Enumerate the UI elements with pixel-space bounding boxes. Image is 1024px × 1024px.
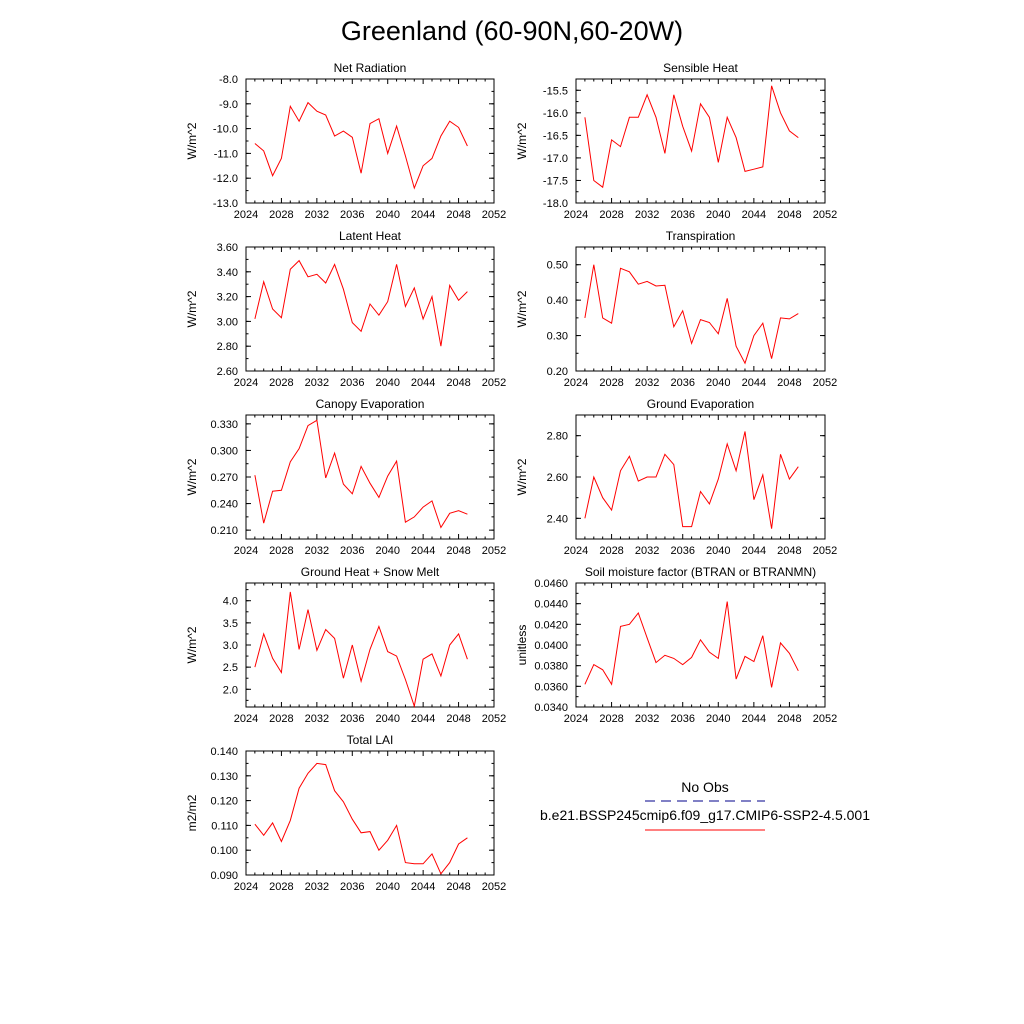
y-tick-label: 3.00 bbox=[216, 316, 238, 329]
x-tick-label: 2028 bbox=[599, 713, 624, 725]
x-tick-label: 2048 bbox=[446, 545, 471, 557]
x-tick-label: 2028 bbox=[269, 377, 294, 389]
y-tick-label: 0.0400 bbox=[534, 640, 568, 652]
x-tick-label: 2052 bbox=[481, 713, 507, 725]
x-tick-label: 2040 bbox=[706, 209, 731, 221]
y-tick-label: 0.0340 bbox=[534, 702, 568, 714]
y-tick-label: 0.130 bbox=[210, 770, 238, 783]
panel-title: Net Radiation bbox=[333, 61, 407, 75]
y-tick-label: 0.50 bbox=[546, 259, 568, 272]
y-tick-label: 0.0360 bbox=[534, 681, 568, 694]
plot-frame bbox=[576, 247, 825, 371]
y-axis-label: m2/m2 bbox=[185, 794, 199, 832]
x-tick-label: 2052 bbox=[812, 377, 838, 389]
series-line bbox=[255, 420, 468, 527]
x-tick-label: 2048 bbox=[777, 209, 802, 221]
y-tick-label: 3.60 bbox=[216, 242, 238, 254]
y-tick-label: 0.240 bbox=[210, 498, 238, 511]
x-tick-label: 2024 bbox=[233, 881, 259, 893]
y-tick-label: 0.210 bbox=[210, 525, 238, 538]
y-tick-label: 0.0380 bbox=[534, 660, 568, 673]
x-tick-label: 2036 bbox=[340, 209, 365, 221]
x-tick-label: 2028 bbox=[599, 209, 624, 221]
x-tick-label: 2024 bbox=[563, 545, 589, 557]
plot-frame bbox=[576, 415, 825, 539]
x-tick-label: 2024 bbox=[563, 713, 589, 725]
x-tick-label: 2052 bbox=[481, 545, 507, 557]
y-tick-label: -16.5 bbox=[542, 130, 568, 143]
y-tick-label: -16.0 bbox=[542, 107, 568, 120]
x-tick-label: 2044 bbox=[741, 713, 767, 725]
panel-8 bbox=[515, 565, 837, 725]
panel-3 bbox=[185, 229, 506, 389]
x-tick-label: 2044 bbox=[410, 209, 436, 221]
x-tick-label: 2032 bbox=[634, 377, 660, 389]
panel-5 bbox=[185, 397, 506, 557]
x-tick-label: 2048 bbox=[777, 545, 802, 557]
y-tick-label: 0.0460 bbox=[534, 578, 568, 590]
figure-title: Greenland (60-90N,60-20W) bbox=[340, 16, 684, 46]
x-tick-label: 2044 bbox=[741, 377, 767, 389]
series-line bbox=[255, 763, 468, 873]
y-tick-label: -9.0 bbox=[219, 98, 238, 111]
y-axis-label: W/m^2 bbox=[185, 122, 199, 160]
x-tick-label: 2044 bbox=[741, 209, 767, 221]
x-tick-label: 2048 bbox=[777, 377, 802, 389]
legend-obs-label: No Obs bbox=[681, 779, 729, 795]
x-tick-label: 2028 bbox=[599, 377, 624, 389]
x-tick-label: 2024 bbox=[563, 209, 589, 221]
x-tick-label: 2052 bbox=[481, 881, 507, 893]
y-tick-label: 0.300 bbox=[210, 445, 238, 458]
x-tick-label: 2052 bbox=[481, 209, 507, 221]
y-tick-label: -17.0 bbox=[542, 152, 568, 165]
y-tick-label: 2.0 bbox=[222, 684, 238, 697]
plot-frame bbox=[576, 583, 825, 707]
y-axis-label: W/m^2 bbox=[185, 626, 199, 664]
y-tick-label: 0.270 bbox=[210, 472, 238, 484]
plot-frame bbox=[246, 79, 494, 203]
x-tick-label: 2044 bbox=[741, 545, 767, 557]
y-tick-label: -17.5 bbox=[542, 175, 568, 188]
x-tick-label: 2032 bbox=[304, 209, 330, 221]
y-tick-label: 2.60 bbox=[216, 366, 238, 378]
series-line bbox=[585, 602, 798, 688]
panel-title: Total LAI bbox=[346, 733, 394, 747]
panel-title: Sensible Heat bbox=[663, 61, 738, 75]
legend bbox=[540, 779, 870, 830]
y-tick-label: 4.0 bbox=[222, 595, 238, 608]
y-tick-label: 0.110 bbox=[211, 820, 238, 833]
series-line bbox=[255, 261, 468, 347]
y-tick-label: 0.330 bbox=[210, 418, 238, 431]
panel-title: Ground Evaporation bbox=[646, 397, 755, 411]
y-tick-label: 3.20 bbox=[216, 291, 238, 304]
y-axis-label: W/m^2 bbox=[515, 458, 529, 496]
x-tick-label: 2036 bbox=[340, 713, 365, 725]
y-tick-label: 0.140 bbox=[210, 746, 238, 758]
y-tick-label: 2.5 bbox=[222, 662, 238, 675]
x-tick-label: 2036 bbox=[670, 713, 695, 725]
x-tick-label: 2040 bbox=[375, 377, 400, 389]
x-tick-label: 2032 bbox=[634, 545, 660, 557]
series-line bbox=[585, 432, 798, 529]
x-tick-label: 2024 bbox=[233, 209, 259, 221]
x-tick-label: 2036 bbox=[670, 209, 695, 221]
x-tick-label: 2052 bbox=[812, 713, 838, 725]
series-line bbox=[255, 103, 468, 189]
y-tick-label: -11.0 bbox=[213, 148, 238, 161]
y-axis-label: W/m^2 bbox=[185, 290, 199, 328]
x-tick-label: 2040 bbox=[375, 545, 400, 557]
x-tick-label: 2048 bbox=[446, 377, 471, 389]
panel-title: Transpiration bbox=[665, 229, 736, 243]
y-tick-label: 3.0 bbox=[222, 640, 238, 652]
x-tick-label: 2040 bbox=[706, 713, 731, 725]
panel-7 bbox=[185, 565, 506, 725]
y-tick-label: 0.30 bbox=[546, 330, 568, 343]
x-tick-label: 2044 bbox=[410, 881, 436, 893]
y-tick-label: 2.80 bbox=[216, 341, 238, 354]
x-tick-label: 2028 bbox=[269, 545, 294, 557]
y-axis-label: W/m^2 bbox=[185, 458, 199, 496]
x-tick-label: 2044 bbox=[410, 545, 436, 557]
panel-2 bbox=[515, 61, 837, 221]
x-tick-label: 2048 bbox=[777, 713, 802, 725]
x-tick-label: 2028 bbox=[599, 545, 624, 557]
series-line bbox=[585, 265, 798, 364]
y-tick-label: 0.100 bbox=[210, 845, 238, 858]
panel-6 bbox=[515, 397, 837, 557]
series-line bbox=[255, 592, 468, 706]
y-tick-label: -15.5 bbox=[542, 85, 568, 98]
x-tick-label: 2032 bbox=[634, 209, 660, 221]
panel-9 bbox=[185, 733, 506, 893]
x-tick-label: 2036 bbox=[670, 377, 695, 389]
x-tick-label: 2024 bbox=[233, 545, 259, 557]
x-tick-label: 2036 bbox=[340, 881, 365, 893]
y-tick-label: -13.0 bbox=[212, 198, 238, 210]
x-tick-label: 2028 bbox=[269, 713, 294, 725]
x-tick-label: 2028 bbox=[269, 881, 294, 893]
x-tick-label: 2028 bbox=[269, 209, 294, 221]
legend-model-label: b.e21.BSSP245cmip6.f09_g17.CMIP6-SSP2-4.5.001 bbox=[540, 807, 870, 823]
x-tick-label: 2040 bbox=[375, 881, 400, 893]
y-axis-label: W/m^2 bbox=[515, 290, 529, 328]
plot-frame bbox=[246, 415, 494, 539]
x-tick-label: 2036 bbox=[340, 377, 365, 389]
x-tick-label: 2048 bbox=[446, 209, 471, 221]
x-tick-label: 2048 bbox=[446, 713, 471, 725]
x-tick-label: 2024 bbox=[563, 377, 589, 389]
y-tick-label: 2.80 bbox=[546, 430, 568, 443]
y-axis-label: W/m^2 bbox=[515, 122, 529, 160]
x-tick-label: 2032 bbox=[304, 881, 330, 893]
panel-4 bbox=[515, 229, 837, 389]
panel-1 bbox=[185, 61, 506, 221]
x-tick-label: 2024 bbox=[233, 377, 259, 389]
x-tick-label: 2024 bbox=[233, 713, 259, 725]
y-tick-label: -10.0 bbox=[212, 123, 238, 136]
x-tick-label: 2044 bbox=[410, 377, 436, 389]
y-tick-label: 3.5 bbox=[222, 617, 238, 630]
plot-frame bbox=[246, 583, 494, 707]
y-tick-label: -18.0 bbox=[542, 198, 568, 210]
panel-title: Soil moisture factor (BTRAN or BTRANMN) bbox=[584, 565, 817, 579]
x-tick-label: 2032 bbox=[304, 377, 330, 389]
x-tick-label: 2036 bbox=[670, 545, 695, 557]
y-axis-label: unitless bbox=[515, 624, 529, 666]
x-tick-label: 2048 bbox=[446, 881, 471, 893]
panel-title: Latent Heat bbox=[338, 229, 402, 243]
x-tick-label: 2040 bbox=[375, 713, 400, 725]
x-tick-label: 2044 bbox=[410, 713, 436, 725]
y-tick-label: 0.090 bbox=[210, 870, 238, 882]
x-tick-label: 2040 bbox=[706, 377, 731, 389]
y-tick-label: 3.40 bbox=[216, 266, 238, 279]
y-tick-label: 0.40 bbox=[546, 295, 568, 308]
x-tick-label: 2036 bbox=[340, 545, 365, 557]
y-tick-label: 0.0440 bbox=[534, 598, 568, 611]
y-tick-label: -8.0 bbox=[219, 74, 238, 86]
y-tick-label: 2.60 bbox=[546, 472, 568, 484]
y-tick-label: -12.0 bbox=[212, 173, 238, 186]
series-line bbox=[585, 86, 798, 187]
x-tick-label: 2052 bbox=[812, 545, 838, 557]
x-tick-label: 2032 bbox=[634, 713, 660, 725]
x-tick-label: 2040 bbox=[706, 545, 731, 557]
x-tick-label: 2052 bbox=[812, 209, 838, 221]
y-tick-label: 0.120 bbox=[210, 795, 238, 808]
panel-title: Ground Heat + Snow Melt bbox=[300, 565, 440, 579]
x-tick-label: 2040 bbox=[375, 209, 400, 221]
y-tick-label: 2.40 bbox=[546, 513, 568, 526]
x-tick-label: 2052 bbox=[481, 377, 507, 389]
x-tick-label: 2032 bbox=[304, 713, 330, 725]
x-tick-label: 2032 bbox=[304, 545, 330, 557]
y-tick-label: 0.0420 bbox=[534, 619, 568, 632]
plot-frame bbox=[246, 751, 494, 875]
panel-title: Canopy Evaporation bbox=[315, 397, 425, 411]
panels bbox=[185, 61, 837, 893]
y-tick-label: 0.20 bbox=[546, 366, 568, 378]
